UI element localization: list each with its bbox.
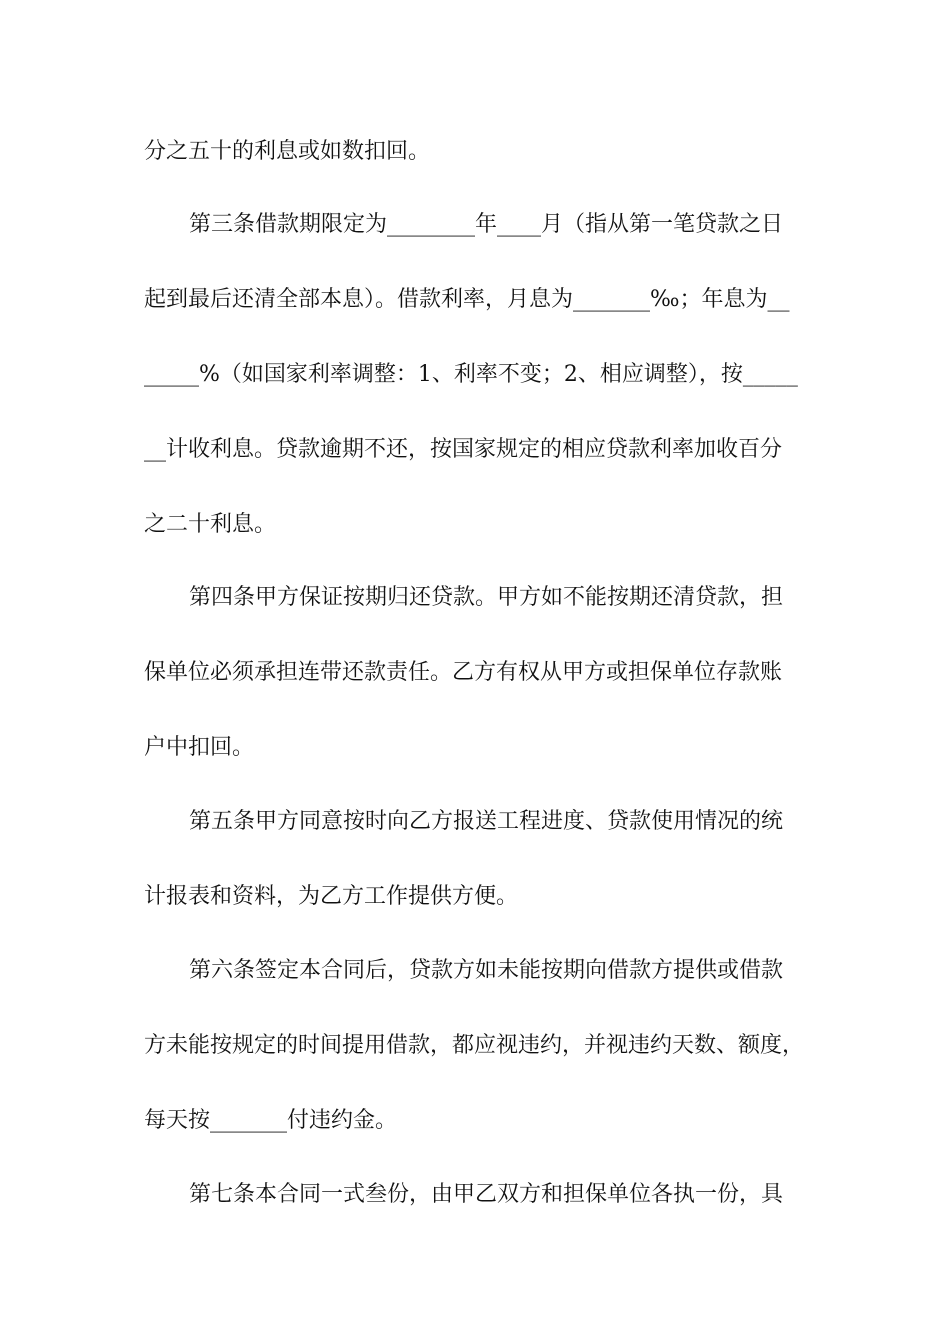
clause-3-line-5: 之二十利息。 bbox=[144, 512, 277, 537]
clause-4-line-3: 户中扣回。 bbox=[144, 735, 255, 760]
clause-3-line-1: 第三条借款期限定为________年____月（指从第一笔贷款之日 bbox=[189, 212, 784, 237]
clause-7-line-1: 第七条本合同一式叁份，由甲乙双方和担保单位各执一份，具 bbox=[189, 1182, 784, 1207]
clause-3-line-2: 起到最后还清全部本息）。借款利率，月息为_______‰；年息为__ bbox=[144, 287, 790, 312]
clause-5-line-1: 第五条甲方同意按时向乙方报送工程进度、贷款使用情况的统 bbox=[189, 809, 784, 834]
clause-4-line-2: 保单位必须承担连带还款责任。乙方有权从甲方或担保单位存款账 bbox=[144, 660, 783, 685]
clause-5-line-2: 计报表和资料，为乙方工作提供方便。 bbox=[144, 884, 519, 909]
clause-4-line-1: 第四条甲方保证按期归还贷款。甲方如不能按期还清贷款，担 bbox=[189, 585, 784, 610]
clause-6-line-1: 第六条签定本合同后，贷款方如未能按期向借款方提供或借款 bbox=[189, 958, 784, 983]
clause-3-line-3: _____%（如国家利率调整：1、利率不变；2、相应调整），按_____ bbox=[144, 362, 798, 387]
clause-6-line-3: 每天按_______付违约金。 bbox=[144, 1108, 398, 1133]
clause-3-line-4: __计收利息。贷款逾期不还，按国家规定的相应贷款利率加收百分 bbox=[144, 437, 783, 462]
clause-6-line-2: 方未能按规定的时间提用借款，都应视违约，并视违约天数、额度， bbox=[144, 1033, 805, 1058]
text-line-1: 分之五十的利息或如数扣回。 bbox=[144, 139, 431, 164]
